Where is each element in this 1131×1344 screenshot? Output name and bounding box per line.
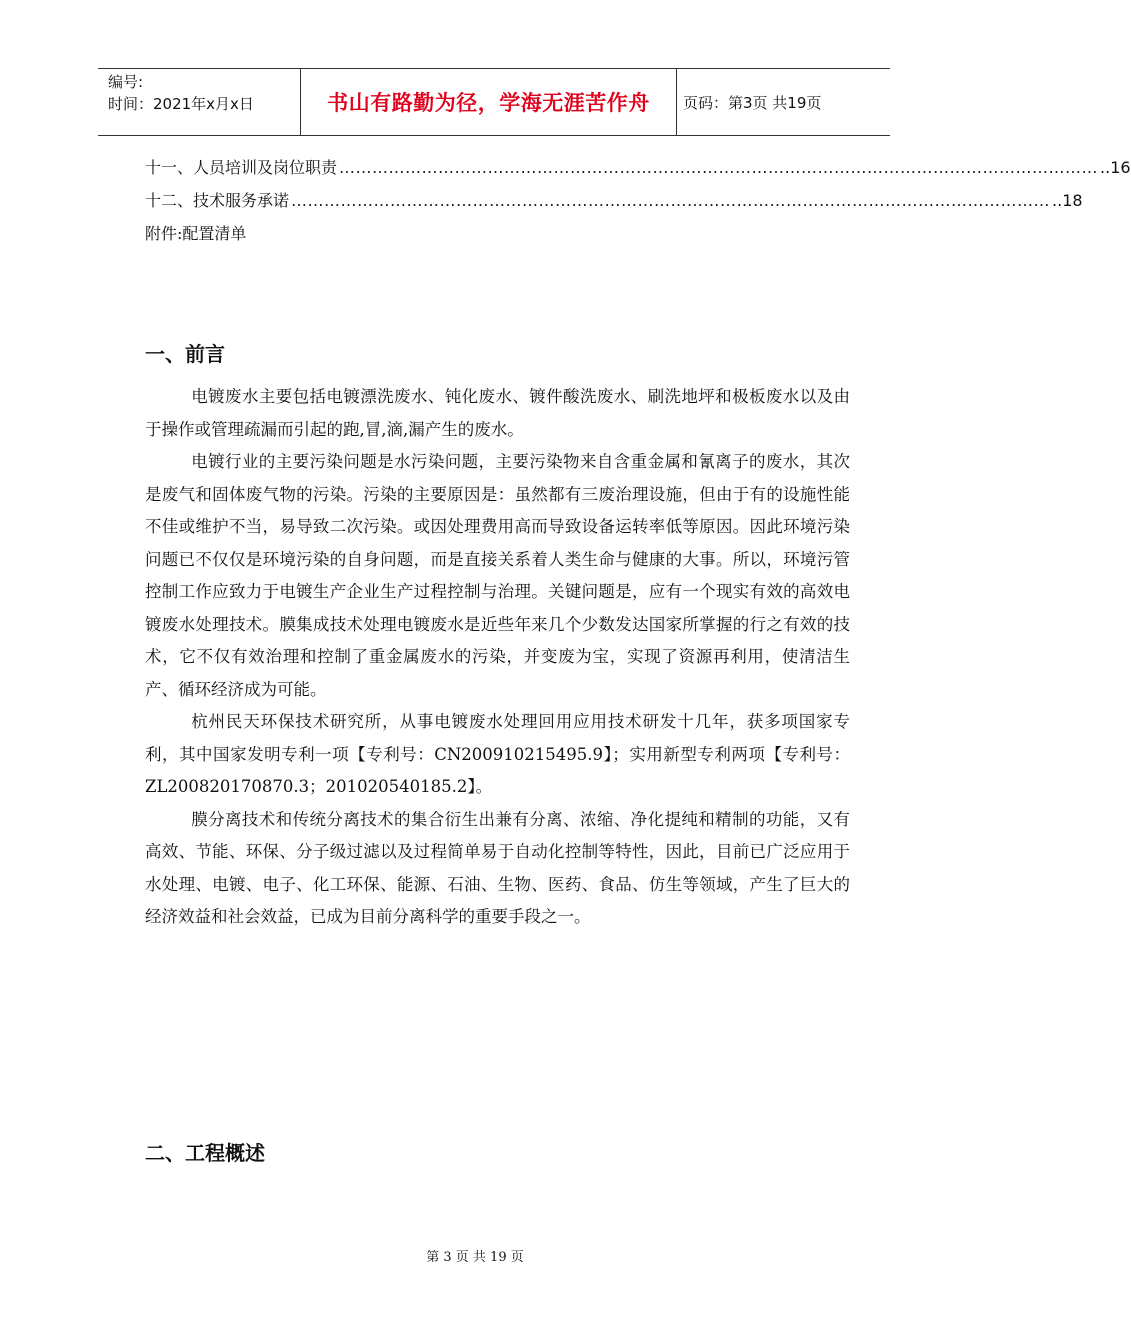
header-page-label: 页码：第3页 共19页 — [683, 93, 822, 112]
toc-entry-title: 十二、技术服务承诺 — [145, 191, 290, 210]
toc-leader-dots: ………………………………………………………………………………………………………………………… — [339, 158, 1099, 177]
toc-entry[interactable] — [145, 155, 1131, 188]
paragraph: 电镀废水主要包括电镀漂洗废水、钝化废水、镀件酸洗废水、刷洗地坪和极板废水以及由于操作或管理疏漏而引起的跑,冒,滴,漏产生的废水。 — [145, 387, 850, 439]
section-heading-preface: 一、前言 — [145, 342, 225, 366]
section-heading-overview: 二、工程概述 — [145, 1141, 265, 1165]
toc-leader-dots: ………………………………………………………………………………………………………………………… — [291, 191, 1051, 210]
date-label: 时间：2021年x月x日 — [108, 95, 254, 113]
toc-entry-page: ..18 — [1052, 191, 1083, 210]
paragraph: 杭州民天环保技术研究所，从事电镀废水处理回用应用技术研发十几年，获多项国家专利，其中国家发明专利一项【专利号：CN200910215495.9】；实用新型专利两项【专利号：ZL200820170870.3；201020540185.2】。 — [145, 712, 850, 796]
header-meta — [98, 69, 301, 135]
toc-entry[interactable] — [145, 188, 1083, 221]
number-label: 编号: — [108, 73, 144, 91]
appendix-text: 附件:配置清单 — [145, 224, 247, 243]
appendix-line — [145, 221, 835, 254]
table-of-contents — [145, 155, 1131, 254]
paragraph: 电镀行业的主要污染问题是水污染问题，主要污染物来自含重金属和氰离子的废水，其次是废气和固体废气物的污染。污染的主要原因是：虽然都有三废治理设施，但由于有的设施性能不佳或维护不当，易导致二次污染。或因处理费用高而导致设备运转率低等原因。因此环境污染问题已不仅仅是环境污染的自身问题，而是直接关系着人类生命与健康的大事。所以，环境污管控制工作应致力于电镀生产企业生产过程控制与治理。关键问题是，应有一个现实有效的高效电镀废水处理技术。膜集成技术处理电镀废水是近些年来几个少数发达国家所掌握的行之有效的技术，它不仅有效治理和控制了重金属废水的污染，并变废为宝，实现了资源再利用，使清洁生产、循环经济成为可能。 — [145, 452, 850, 699]
toc-entry-page: ..16 — [1100, 158, 1131, 177]
header-motto: 书山有路勤为径，学海无涯苦作舟 — [301, 69, 677, 135]
page-footer: 第 3 页 共 19 页 — [426, 1250, 524, 1265]
page-header — [98, 68, 890, 136]
preface-body — [145, 381, 850, 934]
paragraph: 膜分离技术和传统分离技术的集合衍生出兼有分离、浓缩、净化提纯和精制的功能，又有高效、节能、环保、分子级过滤以及过程简单易于自动化控制等特性，因此，目前已广泛应用于水处理、电镀、电子、化工环保、能源、石油、生物、医药、食品、仿生等领域，产生了巨大的经济效益和社会效益，已成为目前分离科学的重要手段之一。 — [145, 809, 850, 926]
toc-entry-title: 十一、人员培训及岗位职责 — [145, 158, 338, 177]
